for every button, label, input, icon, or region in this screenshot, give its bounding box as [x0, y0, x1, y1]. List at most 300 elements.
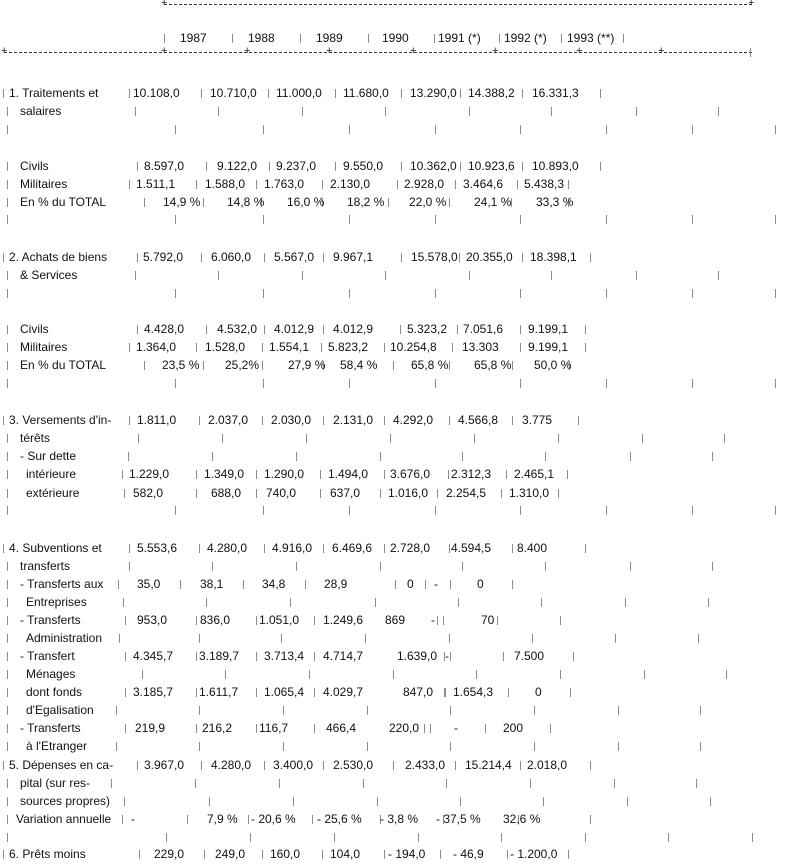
table-row: [0, 793, 792, 809]
spacer-row: [0, 375, 792, 391]
column-divider: [206, 325, 207, 334]
column-divider: [323, 544, 324, 553]
cell-value: 249,0: [215, 847, 246, 861]
column-divider: [129, 89, 130, 98]
column-divider: [7, 361, 8, 370]
cell-value: 1.290,0: [264, 467, 305, 481]
column-divider: [692, 379, 693, 388]
cell-value: -: [434, 577, 438, 591]
column-divider: [175, 289, 176, 298]
column-divider: [256, 724, 257, 733]
column-divider: [129, 544, 130, 553]
row-label: - Sur dette: [20, 449, 77, 463]
column-divider: [166, 833, 167, 842]
column-divider: [512, 361, 513, 370]
year-header: 1993 (**): [567, 31, 615, 45]
column-divider: [446, 779, 447, 788]
column-divider: [449, 544, 450, 553]
spacer-row: [0, 829, 792, 845]
column-divider: [222, 434, 223, 443]
cell-value: 637,0: [330, 486, 361, 500]
column-divider: [712, 452, 713, 461]
column-divider: [469, 107, 470, 116]
column-divider: [534, 706, 535, 715]
column-divider: [135, 107, 136, 116]
column-divider: [125, 652, 126, 661]
column-divider: [264, 544, 265, 553]
table-row: [0, 811, 792, 827]
year-header: 1989: [316, 31, 343, 45]
column-divider: [349, 379, 350, 388]
column-divider: [7, 125, 8, 134]
column-divider: [606, 506, 607, 515]
column-divider: [196, 652, 197, 661]
column-divider: [614, 779, 615, 788]
cell-value: 2.312,3: [451, 467, 492, 481]
column-divider: [455, 180, 456, 189]
row-label: Administration: [26, 631, 103, 645]
cell-value: 23,5 %: [162, 358, 200, 372]
cell-value: 13.290,0: [410, 86, 457, 100]
cell-value: 2.130,0: [330, 177, 371, 191]
column-divider: [435, 289, 436, 298]
cell-value: 6.469,6: [332, 541, 373, 555]
column-divider: [401, 89, 402, 98]
column-divider: [443, 616, 444, 625]
column-divider: [199, 416, 200, 425]
cell-value: 9.199,1: [528, 340, 569, 354]
cell-value: 2.254,5: [446, 486, 487, 500]
row-label: Ménages: [26, 667, 76, 681]
cell-value: 3.464,6: [463, 177, 504, 191]
column-divider: [397, 180, 398, 189]
column-divider: [196, 489, 197, 498]
cell-value: - 20,6 %: [251, 812, 296, 826]
column-divider: [7, 706, 8, 715]
column-divider: [118, 580, 119, 589]
column-divider: [111, 779, 112, 788]
cell-value: - 37,5 %: [436, 812, 481, 826]
table-row: [0, 648, 792, 664]
row-label: - Transfert: [20, 649, 75, 663]
column-divider: [196, 343, 197, 352]
column-divider: [137, 761, 138, 770]
cell-value: 7,9 %: [207, 812, 238, 826]
cell-value: 4.566,8: [458, 413, 499, 427]
column-divider: [590, 761, 591, 770]
column-divider: [450, 706, 451, 715]
column-divider: [384, 850, 385, 859]
column-divider: [7, 215, 8, 224]
column-divider: [440, 850, 441, 859]
column-divider: [380, 452, 381, 461]
cell-value: -: [445, 649, 449, 663]
column-divider: [551, 107, 552, 116]
column-divider: [137, 253, 138, 262]
cell-value: 869: [385, 613, 406, 627]
spacer-row: [0, 502, 792, 518]
column-divider: [457, 325, 458, 334]
column-divider: [7, 506, 8, 515]
column-divider: [263, 125, 264, 134]
column-divider: [225, 670, 226, 679]
cell-value: 10.254,8: [390, 340, 437, 354]
row-label: Militaires: [20, 340, 68, 354]
column-divider: [615, 634, 616, 643]
table-row: [0, 448, 792, 464]
column-divider: [452, 343, 453, 352]
table-row: [0, 339, 792, 355]
column-divider: [541, 598, 542, 607]
cell-value: 16.331,3: [532, 86, 579, 100]
column-divider: [460, 797, 461, 806]
column-divider: [135, 271, 136, 280]
column-divider: [424, 724, 425, 733]
cell-value: 10.923,6: [468, 159, 515, 173]
column-divider: [450, 742, 451, 751]
column-divider: [7, 797, 8, 806]
cell-value: 582,0: [133, 486, 164, 500]
column-divider: [435, 125, 436, 134]
table-row: [0, 158, 792, 174]
cell-value: 18.398,1: [530, 250, 577, 264]
column-divider: [137, 162, 138, 171]
column-divider: [7, 652, 8, 661]
column-divider: [775, 215, 776, 224]
row-label: 3. Versements d'in-: [9, 413, 112, 427]
row-label: En % du TOTAL: [20, 195, 107, 209]
cell-value: 65,8 %: [411, 358, 449, 372]
row-label: térêts: [20, 431, 51, 445]
column-divider: [321, 343, 322, 352]
cell-value: 160,0: [270, 847, 301, 861]
column-divider: [349, 506, 350, 515]
cell-value: 14.388,2: [468, 86, 515, 100]
column-divider: [520, 125, 521, 134]
column-divider: [692, 289, 693, 298]
column-divider: [606, 379, 607, 388]
column-divider: [393, 361, 394, 370]
cell-value: 4.916,0: [272, 541, 313, 555]
column-divider: [7, 670, 8, 679]
column-divider: [116, 706, 117, 715]
cell-value: 0: [535, 685, 542, 699]
column-divider: [7, 779, 8, 788]
column-divider: [302, 107, 303, 116]
column-divider: [618, 706, 619, 715]
column-divider: [543, 797, 544, 806]
column-divider: [700, 742, 701, 751]
column-divider: [7, 343, 8, 352]
column-divider: [642, 434, 643, 443]
column-divider: [590, 253, 591, 262]
column-divider: [450, 580, 451, 589]
column-divider: [125, 724, 126, 733]
column-divider: [175, 379, 176, 388]
column-divider: [380, 489, 381, 498]
table-row: [0, 666, 792, 682]
cell-value: 4.280,0: [207, 541, 248, 555]
cell-value: -: [431, 613, 435, 627]
cell-value: 70: [481, 613, 495, 627]
column-divider: [520, 215, 521, 224]
column-divider: [125, 688, 126, 697]
column-divider: [264, 761, 265, 770]
column-divider: [7, 616, 8, 625]
column-divider: [196, 724, 197, 733]
column-divider: [312, 815, 313, 824]
spacer-row: [0, 211, 792, 227]
rule-corner: +: [161, 0, 168, 9]
column-divider: [501, 833, 502, 842]
row-label: intérieure: [26, 467, 77, 481]
column-divider: [449, 634, 450, 643]
column-divider: [201, 761, 202, 770]
column-divider: [775, 289, 776, 298]
table-row: [0, 85, 792, 101]
column-divider: [590, 815, 591, 824]
column-divider: [437, 489, 438, 498]
column-divider: [218, 271, 219, 280]
column-divider: [775, 379, 776, 388]
cell-value: 10.893,0: [532, 159, 579, 173]
cell-value: 15.578,0: [411, 250, 458, 264]
column-divider: [269, 162, 270, 171]
cell-value: 5.823,2: [328, 340, 369, 354]
cell-value: 1.639,0: [397, 649, 438, 663]
column-divider: [122, 470, 123, 479]
column-divider: [455, 761, 456, 770]
column-divider: [256, 180, 257, 189]
column-divider: [437, 616, 438, 625]
cell-value: 14,8 %: [227, 195, 265, 209]
column-divider: [585, 544, 586, 553]
cell-value: 2.131,0: [333, 413, 374, 427]
cell-value: 0: [477, 577, 484, 591]
column-divider: [256, 489, 257, 498]
table-row: [0, 702, 792, 718]
column-divider: [644, 670, 645, 679]
column-divider: [218, 107, 219, 116]
column-divider: [263, 215, 264, 224]
column-divider: [551, 271, 552, 280]
row-label: dont fonds: [26, 685, 83, 699]
row-label: d'Egalisation: [26, 703, 94, 717]
column-divider: [567, 470, 568, 479]
column-divider: [144, 198, 145, 207]
table-row: [0, 612, 792, 628]
column-divider: [435, 379, 436, 388]
row-label: - Transferts aux: [20, 577, 104, 591]
column-divider: [517, 180, 518, 189]
cell-value: 688,0: [211, 486, 242, 500]
column-divider: [212, 562, 213, 571]
column-divider: [142, 670, 143, 679]
column-divider: [175, 506, 176, 515]
column-divider: [212, 452, 213, 461]
column-divider: [203, 361, 204, 370]
cell-value: 9.967,1: [333, 250, 374, 264]
column-divider: [393, 761, 394, 770]
column-divider: [625, 598, 626, 607]
column-divider: [573, 652, 574, 661]
column-divider: [7, 289, 8, 298]
column-divider: [7, 452, 8, 461]
column-divider: [262, 850, 263, 859]
column-divider: [558, 489, 559, 498]
column-divider: [7, 634, 8, 643]
cell-value: 216,2: [202, 721, 233, 735]
cell-value: 2.928,0: [404, 177, 445, 191]
cell-value: 7.051,6: [463, 322, 504, 336]
column-divider: [283, 742, 284, 751]
cell-value: - 3,8 %: [380, 812, 419, 826]
spacer-row: [0, 285, 792, 301]
column-divider: [3, 761, 4, 770]
table-row: [0, 176, 792, 192]
column-divider: [393, 670, 394, 679]
column-divider: [384, 343, 385, 352]
cell-value: 58,4 %: [340, 358, 378, 372]
column-divider: [320, 470, 321, 479]
column-divider: [718, 107, 719, 116]
column-divider: [545, 562, 546, 571]
row-label: à l'Etranger: [26, 739, 87, 753]
cell-value: 9.550,0: [343, 159, 384, 173]
table-row: [0, 249, 792, 265]
cell-value: 1.364,0: [136, 340, 177, 354]
table-row: [0, 430, 792, 446]
cell-value: 27,9 %: [288, 358, 326, 372]
column-divider: [726, 670, 727, 679]
column-divider: [7, 198, 8, 207]
column-divider: [7, 180, 8, 189]
column-divider: [469, 271, 470, 280]
column-divider: [129, 562, 130, 571]
column-divider: [520, 761, 521, 770]
column-divider: [724, 434, 725, 443]
row-label: extérieure: [26, 486, 80, 500]
table-row: [0, 540, 792, 556]
cell-value: 466,4: [326, 721, 357, 735]
year-header: 1987: [180, 31, 207, 45]
column-divider: [445, 688, 446, 697]
cell-value: - 194,0: [388, 847, 426, 861]
column-divider: [335, 89, 336, 98]
column-divider: [7, 434, 8, 443]
column-divider: [209, 797, 210, 806]
row-label: sources propres): [20, 794, 111, 808]
column-divider: [290, 598, 291, 607]
column-divider: [7, 580, 8, 589]
column-divider: [530, 779, 531, 788]
column-divider: [206, 598, 207, 607]
column-divider: [401, 253, 402, 262]
column-divider: [323, 325, 324, 334]
column-divider: [450, 652, 451, 661]
column-divider: [390, 434, 391, 443]
cell-value: 1.249,6: [323, 613, 364, 627]
column-divider: [279, 779, 280, 788]
cell-value: 1.611,7: [199, 685, 239, 699]
column-divider: [385, 271, 386, 280]
column-divider: [137, 325, 138, 334]
table-row: [0, 466, 792, 482]
column-divider: [262, 416, 263, 425]
cell-value: 50,0 %: [534, 358, 572, 372]
column-divider: [3, 544, 4, 553]
column-divider: [199, 634, 200, 643]
column-divider: [522, 253, 523, 262]
column-divider: [322, 180, 323, 189]
table-row: [0, 412, 792, 428]
column-divider: [503, 652, 504, 661]
column-divider: [263, 289, 264, 298]
row-label: 2. Achats de biens: [9, 250, 108, 264]
cell-value: 740,0: [266, 486, 297, 500]
column-divider: [322, 850, 323, 859]
cell-value: 4.345,7: [133, 649, 174, 663]
column-divider: [534, 742, 535, 751]
cell-value: 33,3 %: [536, 195, 574, 209]
cell-value: 2.433,0: [405, 758, 446, 772]
row-label: Militaires: [20, 177, 68, 191]
cell-value: 22,0 %: [409, 195, 447, 209]
row-label: Civils: [20, 322, 49, 336]
column-divider: [7, 325, 8, 334]
column-divider: [293, 797, 294, 806]
cell-value: 14,9 %: [163, 195, 201, 209]
table-row: [0, 103, 792, 119]
column-divider: [187, 815, 188, 824]
column-divider: [116, 742, 117, 751]
column-divider: [263, 379, 264, 388]
column-divider: [560, 670, 561, 679]
cell-value: 229,0: [154, 847, 185, 861]
column-divider: [323, 416, 324, 425]
cell-value: 3.775: [522, 413, 553, 427]
column-divider: [400, 325, 401, 334]
year-header: 1988: [248, 31, 275, 45]
cell-value: 1.511,1: [136, 177, 176, 191]
column-divider: [306, 434, 307, 443]
column-divider: [384, 416, 385, 425]
column-divider: [180, 580, 181, 589]
cell-value: 200: [503, 721, 524, 735]
column-divider: [367, 742, 368, 751]
column-divider: [7, 379, 8, 388]
column-divider: [568, 850, 569, 859]
column-divider: [243, 580, 244, 589]
column-divider: [248, 815, 249, 824]
column-divider: [7, 724, 8, 733]
column-divider: [7, 815, 8, 824]
table-row: [0, 594, 792, 610]
column-divider: [129, 343, 130, 352]
column-divider: [7, 489, 8, 498]
cell-value: 11.000,0: [276, 86, 322, 100]
cell-value: 9.122,0: [217, 159, 258, 173]
column-divider: [775, 506, 776, 515]
column-divider: [606, 215, 607, 224]
column-divider: [430, 724, 431, 733]
cell-value: 1.310,0: [509, 486, 550, 500]
column-divider: [203, 198, 204, 207]
column-divider: [752, 833, 753, 842]
cell-value: 1.065,4: [264, 685, 305, 699]
cell-value: 4.292,0: [393, 413, 434, 427]
header-rule: [4, 52, 752, 53]
